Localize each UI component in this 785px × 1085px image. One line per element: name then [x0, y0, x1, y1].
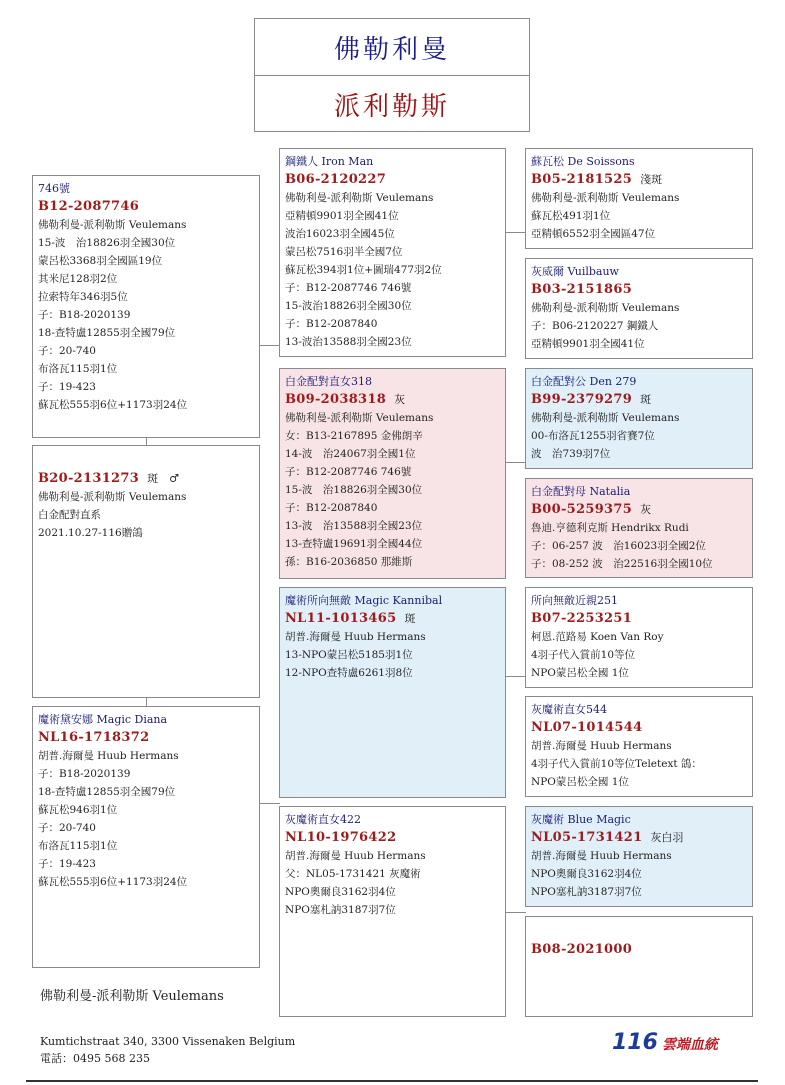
pigeon-name: 灰魔術 Blue Magic — [531, 813, 631, 826]
ring-number-row — [531, 828, 752, 847]
record-line: 亞精頓9901羽全國41位 — [531, 338, 645, 350]
feather-color: 斑 — [640, 393, 652, 406]
record-line: 13-波 治13588羽全國23位 — [285, 520, 423, 532]
ring-number: B07-2253251 — [531, 611, 633, 626]
feather-color: 斑 — [404, 612, 416, 625]
record-line: 佛勒利曼-派利勒斯 Veulemans — [285, 192, 434, 204]
feather-color: 灰 — [394, 393, 406, 406]
card-sire — [32, 175, 260, 438]
connector — [146, 697, 147, 707]
record-line: 15-波 治18826羽全國30位 — [38, 237, 176, 249]
ring-number-row — [38, 728, 259, 747]
pigeon-name: 白金配對母 Natalia — [531, 485, 631, 498]
card-dsd — [525, 696, 753, 797]
logo-number: 116 — [612, 1030, 658, 1055]
pigeon-name: 所向無敵近親251 — [531, 594, 618, 607]
record-line: 子：B06-2120227 鋼鐵人 — [531, 320, 659, 332]
record-line: 胡普.海爾曼 Huub Hermans — [285, 631, 426, 643]
record-line: 胡普.海爾曼 Huub Hermans — [38, 750, 179, 762]
record-line: 子：B12-2087746 746號 — [285, 466, 412, 478]
record-line: 15-波 治18826羽全國30位 — [285, 484, 423, 496]
record-line: 亞精頓9901羽全國41位 — [285, 210, 399, 222]
ring-number-row — [285, 170, 505, 189]
logo-text: 雲端血統 — [661, 1037, 718, 1053]
pigeon-name: 灰魔術直女422 — [285, 813, 361, 826]
record-line: 佛勒利曼-派利勒斯 Veulemans — [38, 491, 187, 503]
card-dam — [32, 706, 260, 968]
feather-color: 灰白羽 — [650, 831, 684, 844]
record-line: 蘇瓦松946羽1位 — [38, 804, 118, 816]
connector — [505, 232, 526, 233]
ring-number-row — [285, 609, 505, 628]
record-line: 孫：B16-2036850 那維斯 — [285, 556, 413, 568]
record-line: 佛勒利曼-派利勒斯 Veulemans — [531, 192, 680, 204]
record-line: 4羽子代入賞前10等位Teletext 鴿： — [531, 758, 702, 770]
pigeon-name: 魔術黛安娜 Magic Diana — [38, 713, 168, 726]
record-line: 子：06-257 波 治16023羽全國2位 — [531, 540, 706, 552]
record-line: 蘇瓦松491羽1位 — [531, 210, 611, 222]
ring-number-row — [531, 170, 752, 189]
record-line: 波 治739羽7位 — [531, 448, 611, 460]
card-dss — [525, 587, 753, 688]
record-line: 佛勒利曼-派利勒斯 Veulemans — [531, 412, 680, 424]
ring-number-row — [531, 940, 752, 959]
record-line: 12-NPO查特盧6261羽8位 — [285, 667, 413, 679]
ring-number: B99-2379279 — [531, 392, 633, 407]
connector — [259, 345, 280, 346]
card-ssd — [525, 258, 753, 359]
feather-color: 灰 — [640, 503, 652, 516]
ring-number: B06-2120227 — [285, 172, 387, 187]
ring-number: B08-2021000 — [531, 942, 633, 957]
connector — [505, 912, 526, 913]
record-line: 拉索特年346羽5位 — [38, 291, 128, 303]
record-line: 蒙呂松3368羽全國區19位 — [38, 255, 163, 267]
record-line: 蘇瓦松555羽6位+1173羽24位 — [38, 876, 188, 888]
ring-number: NL05-1731421 — [531, 830, 643, 845]
record-line: 白金配對直系 — [38, 509, 101, 521]
connector — [146, 437, 147, 446]
bottom-rule — [26, 1080, 758, 1082]
record-line: NPO塞札訥3187羽7位 — [285, 904, 396, 916]
card-sire-dam — [279, 368, 506, 579]
record-line: 子：B12-2087840 — [285, 318, 378, 330]
record-line: 布洛瓦115羽1位 — [38, 363, 118, 375]
record-line: 蘇瓦松394羽1位+圖瑞477羽2位 — [285, 264, 442, 276]
record-line: 胡普.海爾曼 Huub Hermans — [285, 850, 426, 862]
card-sds — [525, 368, 753, 469]
feather-color: 淺斑 — [640, 173, 663, 186]
record-line: 子：B18-2020139 — [38, 309, 131, 321]
record-line: 胡普.海爾曼 Huub Hermans — [531, 850, 672, 862]
record-line: 父：NL05-1731421 灰魔術 — [285, 868, 421, 880]
ring-number-row — [531, 280, 752, 299]
record-line: 13-NPO蒙呂松5185羽1位 — [285, 649, 413, 661]
record-line: NPO塞札訥3187羽7位 — [531, 886, 642, 898]
ring-number-row — [38, 469, 259, 488]
record-line: 布洛瓦115羽1位 — [38, 840, 118, 852]
record-line: 女：B13-2167895 金佛朗辛 — [285, 430, 423, 442]
record-line: 子：19-423 — [38, 381, 96, 393]
connector — [505, 462, 526, 463]
title-line1: 佛勒利曼 — [255, 19, 529, 76]
title-box — [254, 18, 530, 132]
record-line: 18-查特盧12855羽全國79位 — [38, 786, 176, 798]
card-ddd — [525, 916, 753, 1017]
connector — [259, 803, 280, 804]
record-line: 胡普.海爾曼 Huub Hermans — [531, 740, 672, 752]
record-line: 子：B12-2087840 — [285, 502, 378, 514]
card-dam-sire — [279, 587, 506, 798]
record-line: 15-波治18826羽全國30位 — [285, 300, 412, 312]
pigeon-name: 魔術所向無敵 Magic Kannibal — [285, 594, 443, 607]
record-line: 子：20-740 — [38, 345, 96, 357]
ring-number: NL11-1013465 — [285, 611, 397, 626]
address: Kumtichstraat 340, 3300 Vissenaken Belgium — [40, 1035, 296, 1048]
record-line: 子：B12-2087746 746號 — [285, 282, 412, 294]
record-line: 魯迪.亨德利克斯 Hendrikx Rudi — [531, 522, 689, 534]
title-line2: 派利勒斯 — [333, 91, 450, 122]
ring-number: B20-2131273 — [38, 471, 140, 486]
owner-name: 佛勒利曼-派利勒斯 Veulemans — [40, 989, 224, 1004]
card-dds — [525, 806, 753, 907]
brand-logo — [612, 1030, 718, 1055]
record-line: NPO奧爾良3162羽4位 — [285, 886, 396, 898]
pigeon-name: 白金配對直女318 — [285, 375, 372, 388]
record-line: 蒙呂松7516羽半全國7位 — [285, 246, 403, 258]
record-line: 2021.10.27-116贈鴿 — [38, 527, 143, 539]
record-line: NPO蒙呂松全國 1位 — [531, 776, 629, 788]
ring-number-row — [531, 500, 752, 519]
record-line: 柯恩.范路易 Koen Van Roy — [531, 631, 664, 643]
record-line: 13-波治13588羽全國23位 — [285, 336, 412, 348]
ring-number: NL10-1976422 — [285, 830, 397, 845]
connector — [505, 676, 526, 677]
ring-number: B12-2087746 — [38, 199, 140, 214]
ring-number-row — [531, 718, 752, 737]
ring-number: NL07-1014544 — [531, 720, 643, 735]
card-sss — [525, 148, 753, 249]
pigeon-name: 蘇瓦松 De Soissons — [531, 155, 635, 168]
record-line: 佛勒利曼-派利勒斯 Veulemans — [531, 302, 680, 314]
record-line: 佛勒利曼-派利勒斯 Veulemans — [38, 219, 187, 231]
record-line: 子：B18-2020139 — [38, 768, 131, 780]
record-line: 子：08-252 波 治22516羽全國10位 — [531, 558, 713, 570]
record-line: 00-布洛瓦1255羽省賽7位 — [531, 430, 655, 442]
pigeon-name: 白金配對公 Den 279 — [531, 375, 637, 388]
pigeon-name: 746號 — [38, 182, 70, 195]
contact-block — [40, 1033, 295, 1067]
record-line: 13-查特盧19691羽全國44位 — [285, 538, 423, 550]
ring-number-row — [531, 609, 752, 628]
record-line: NPO奧爾良3162羽4位 — [531, 868, 642, 880]
ring-number-row — [38, 197, 259, 216]
ring-number: B03-2151865 — [531, 282, 633, 297]
phone: 電話：0495 568 235 — [40, 1052, 150, 1065]
ring-number: B05-2181525 — [531, 172, 633, 187]
record-line: 亞精頓6552羽全國區47位 — [531, 228, 656, 240]
record-line: 18-查特盧12855羽全國79位 — [38, 327, 176, 339]
card-sdd — [525, 478, 753, 578]
pigeon-name: 鋼鐵人 Iron Man — [285, 155, 374, 168]
ring-number-row — [285, 390, 505, 409]
ring-number: B09-2038318 — [285, 392, 387, 407]
record-line: NPO蒙呂松全國 1位 — [531, 667, 629, 679]
record-line: 佛勒利曼-派利勒斯 Veulemans — [285, 412, 434, 424]
card-dam-dam — [279, 806, 506, 1017]
ring-number: NL16-1718372 — [38, 730, 150, 745]
record-line: 波治16023羽全國45位 — [285, 228, 395, 240]
card-subject — [32, 445, 260, 698]
pigeon-name: 灰魔術直女544 — [531, 703, 607, 716]
feather-color: 斑 ♂ — [147, 472, 179, 485]
record-line: 子：19-423 — [38, 858, 96, 870]
record-line: 蘇瓦松555羽6位+1173羽24位 — [38, 399, 188, 411]
record-line: 14-波 治24067羽全國1位 — [285, 448, 416, 460]
card-sire-sire — [279, 148, 506, 357]
ring-number-row — [531, 390, 752, 409]
record-line: 其米尼128羽2位 — [38, 273, 118, 285]
ring-number-row — [285, 828, 505, 847]
record-line: 子：20-740 — [38, 822, 96, 834]
pigeon-name: 灰威爾 Vuilbauw — [531, 265, 619, 278]
record-line: 4羽子代入賞前10等位 — [531, 649, 636, 661]
ring-number: B00-5259375 — [531, 502, 633, 517]
